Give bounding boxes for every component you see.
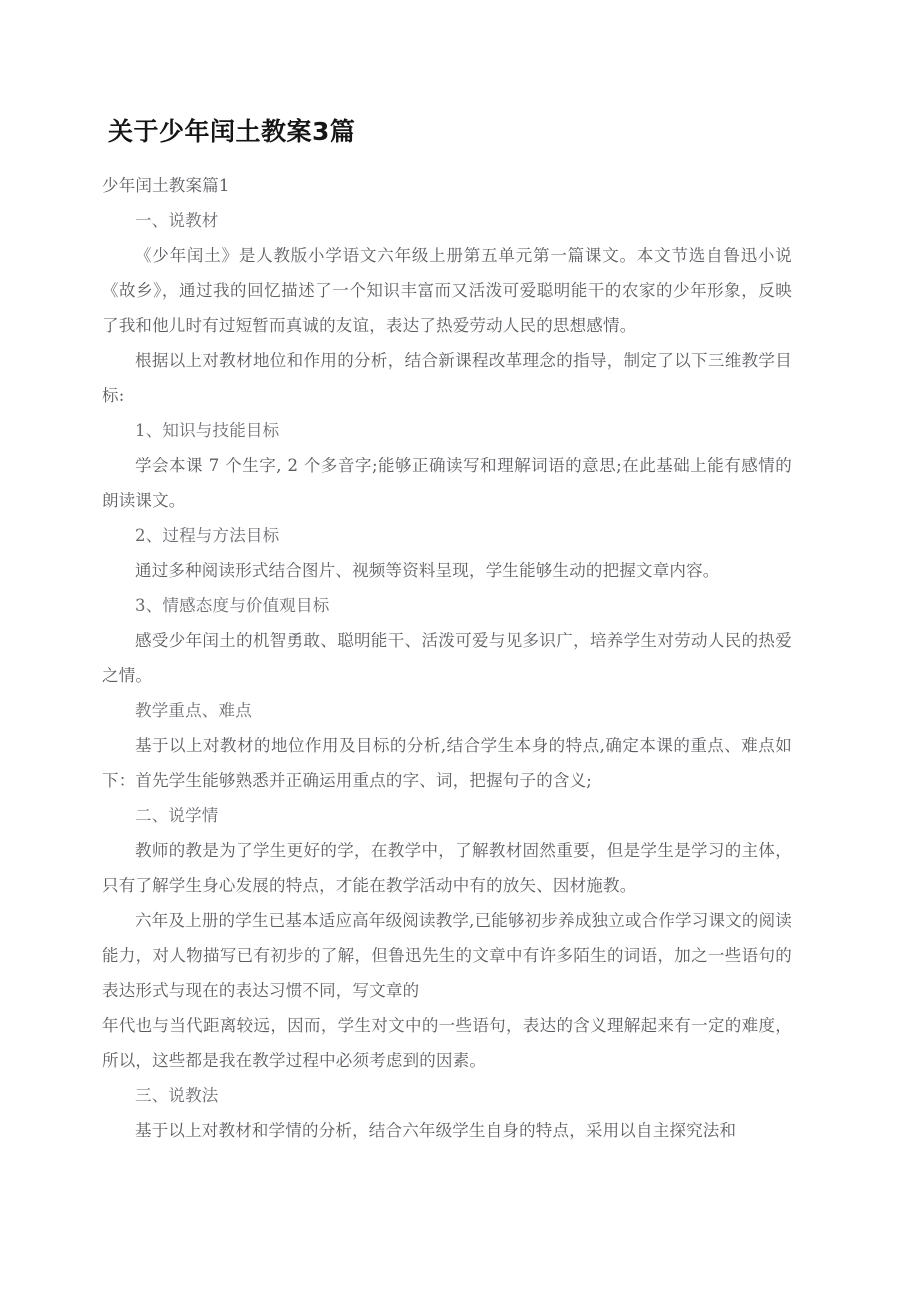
goal-knowledge-skill-body: 学会本课 7 个生字, 2 个多音字;能够正确读写和理解词语的意思;在此基础上能有感情的朗读课文。 [102, 456, 792, 510]
goal-knowledge-skill-title: 1、知识与技能目标 [135, 421, 280, 440]
paragraph-three-dimension-goals-intro: 根据以上对教材地位和作用的分析，结合新课程改革理念的指导，制定了以下三维教学目标: [102, 351, 792, 405]
paragraph-textbook-intro: 《少年闰土》是人教版小学语文六年级上册第五单元第一篇课文。本文节选自鲁迅小说《故乡》，通过我的回忆描述了一个知识丰富而又活泼可爱聪明能干的农家的少年形象，反映了我和他儿时有过短暂而真诚的友谊，表达了热爱劳动人民的思想感情。 [102, 246, 792, 335]
goal-process-method-body: 通过多种阅读形式结合图片、视频等资料呈现，学生能够生动的把握文章内容。 [135, 561, 720, 580]
section-heading-shuojiaocai: 一、说教材 [135, 211, 219, 230]
goal-attitude-value-title: 3、情感态度与价值观目标 [135, 596, 330, 615]
goal-process-method-title: 2、过程与方法目标 [135, 526, 280, 545]
key-difficult-points-body: 基于以上对教材的地位作用及目标的分析,结合学生本身的特点,确定本课的重点、难点如下：首先学生能够熟悉并正确运用重点的字、词，把握句子的含义; [102, 736, 792, 790]
goal-attitude-value-body: 感受少年闰土的机智勇敢、聪明能干、活泼可爱与见多识广，培养学生对劳动人民的热爱之情。 [102, 631, 792, 685]
key-difficult-points-title: 教学重点、难点 [135, 701, 252, 720]
page-title: 关于少年闰土教案3篇 [108, 117, 356, 146]
section-heading-shuojiaofa: 三、说教法 [135, 1086, 219, 1105]
paragraph-grade-six-reading-ability: 六年及上册的学生已基本适应高年级阅读教学,已能够初步养成独立或合作学习课文的阅读能力，对人物描写已有初步的了解，但鲁迅先生的文章中有许多陌生的词语，加之一些语句的表达形式与现在的表达习惯不同，写文章的 [102, 911, 792, 1000]
section-heading-shuoxueqing: 二、说学情 [135, 806, 219, 825]
paragraph-teaching-method-intro: 基于以上对教材和学情的分析，结合六年级学生自身的特点，采用以自主探究法和 [135, 1121, 737, 1140]
paragraph-teaching-for-learning: 教师的教是为了学生更好的学，在教学中，了解教材固然重要，但是学生是学习的主体，只有了解学生身心发展的特点，才能在教学活动中有的放矢、因材施教。 [102, 841, 792, 895]
paragraph-era-distance-difficulty: 年代也与当代距离较远，因而，学生对文中的一些语句，表达的含义理解起来有一定的难度，所以，这些都是我在教学过程中必须考虑到的因素。 [102, 1016, 792, 1070]
document-subtitle: 少年闰土教案篇1 [102, 176, 230, 195]
